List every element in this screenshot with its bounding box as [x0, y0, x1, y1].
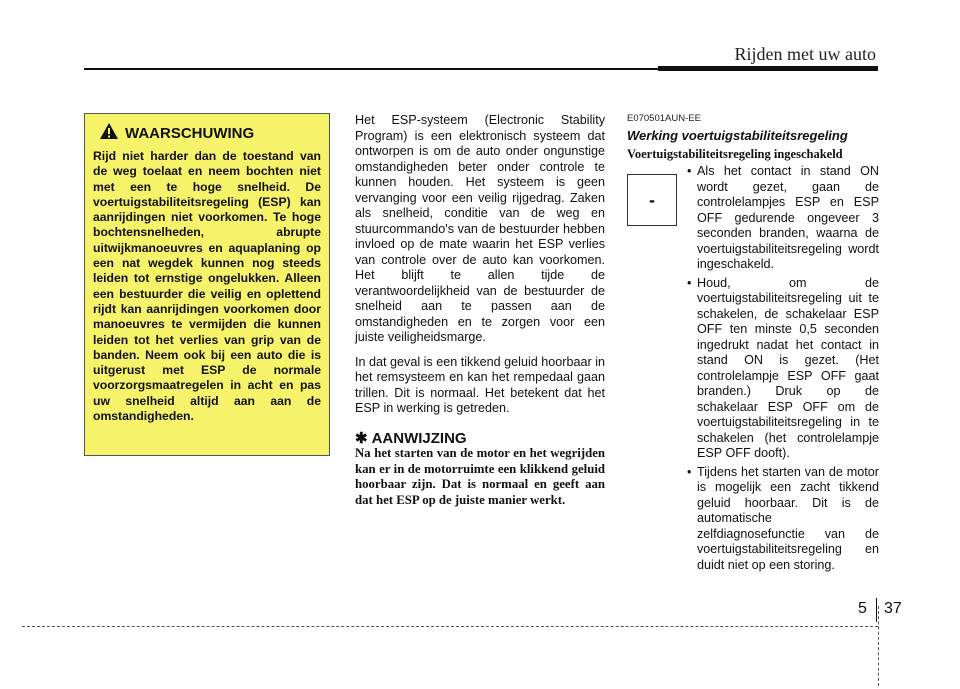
warning-triangle-icon [99, 122, 119, 145]
footer-vertical-rule [878, 606, 879, 686]
note-star-icon: ✱ [355, 429, 368, 447]
header-rule [84, 68, 658, 70]
section-subheading: Werking voertuigstabiliteitsregeling [627, 128, 848, 143]
footer-rule [22, 626, 878, 627]
warning-title: WAARSCHUWING [125, 125, 255, 142]
header-title: Rijden met uw auto [734, 44, 876, 64]
page-number: 37 [884, 600, 902, 617]
header-rule-bold [658, 66, 878, 71]
section-code: E070501AUN-EE [627, 113, 701, 124]
warning-box [84, 113, 330, 456]
list-item: • Als het contact in stand ON wordt gezet, gaan de controlelampjes ESP en ESP OFF gedurende ongeveer 3 seconden branden, waarna de voertuigstabiliteitsregeling wordt ingeschakeld. [687, 164, 879, 273]
section-heading: Voertuigstabiliteitsregeling ingeschakeld [627, 147, 843, 161]
warning-header [99, 122, 321, 145]
right-column [627, 113, 879, 576]
content-row [627, 164, 879, 576]
list-item: • Houd, om de voertuigstabiliteitsregeling uit te schakelen, de schakelaar ESP OFF ten minste 0,5 seconden ingedrukt nadat het contact in stand ON is gezet. (Het controlelampje ESP OFF gaat branden.) Druk op de schakelaar ESP OFF om de voertuigstabiliteitsregeling in te schakelen (het controlelampje ESP OFF dooft). [687, 276, 879, 462]
chapter-number: 5 [858, 600, 867, 617]
paragraph: Het ESP-systeem (Electronic Stability Program) is een elektronisch systeem dat ontworpen is om de auto onder ongunstige omstandigheden beter onder controle te kunnen houden. Het systeem is geen vervanging voor een veilig rijgedrag. Zaken als snelheid, conditie van de weg en stuurcommando's van de bestuurder hebben invloed op de mate waarin het ESP verlies van controle over de auto kan voorkomen. Het blijft te allen tijde de verantwoordelijkheid van de bestuurder de snelheid aan te passen aan de omstandigheden en te zorgen voor een juiste veiligheidsmarge. [355, 113, 605, 344]
note-title: AANWIJZING [371, 429, 467, 447]
bullet-list [677, 164, 879, 576]
middle-column [355, 113, 605, 517]
warning-text: Rijd niet harder dan de toestand van de weg toelaat en neem bochten niet met een te hoge snelheid. De voertuigstabiliteitsregeling (ESP) kan aanrijdingen niet voorkomen. Te hoge bochtensnelheden, abrupte uitwijkmanoeuvres en aquaplaning op een nat wegdek kunnen nog steeds leiden tot ernstige ongelukken. Alleen een bestuurder die veilig en oplettend rijdt kan aanrijdingen voorkomen door manoeuvres te vermijden die kunnen leiden tot het verlies van grip van de banden. Neem ook bij een auto die is uitgerust met ESP de normale voorzorgsmaatregelen in acht en pas uw snelheid altijd aan aan de omstandigheden. [93, 149, 321, 424]
note-header [355, 431, 605, 447]
note-text: Na het starten van de motor en het wegrijden kan er in de motorruimte een klikkend geluid hoorbaar zijn. Dat is normaal en geeft aan dat het ESP op de juiste manier werkt. [355, 446, 605, 507]
list-item: • Tijdens het starten van de motor is mogelijk een zacht tikkend geluid hoorbaar. Dit is de automatische zelfdiagnosefunctie van de voertuigstabiliteitsregeling en duidt niet op een storing. [687, 465, 879, 574]
page-separator [876, 598, 877, 622]
paragraph: In dat geval is een tikkend geluid hoorbaar in het remsysteem en kan het rempedaal gaan trillen. Dit is normaal. Het betekent dat het ESP in werking is getreden. [355, 354, 605, 415]
indicator-box: - [627, 174, 677, 226]
